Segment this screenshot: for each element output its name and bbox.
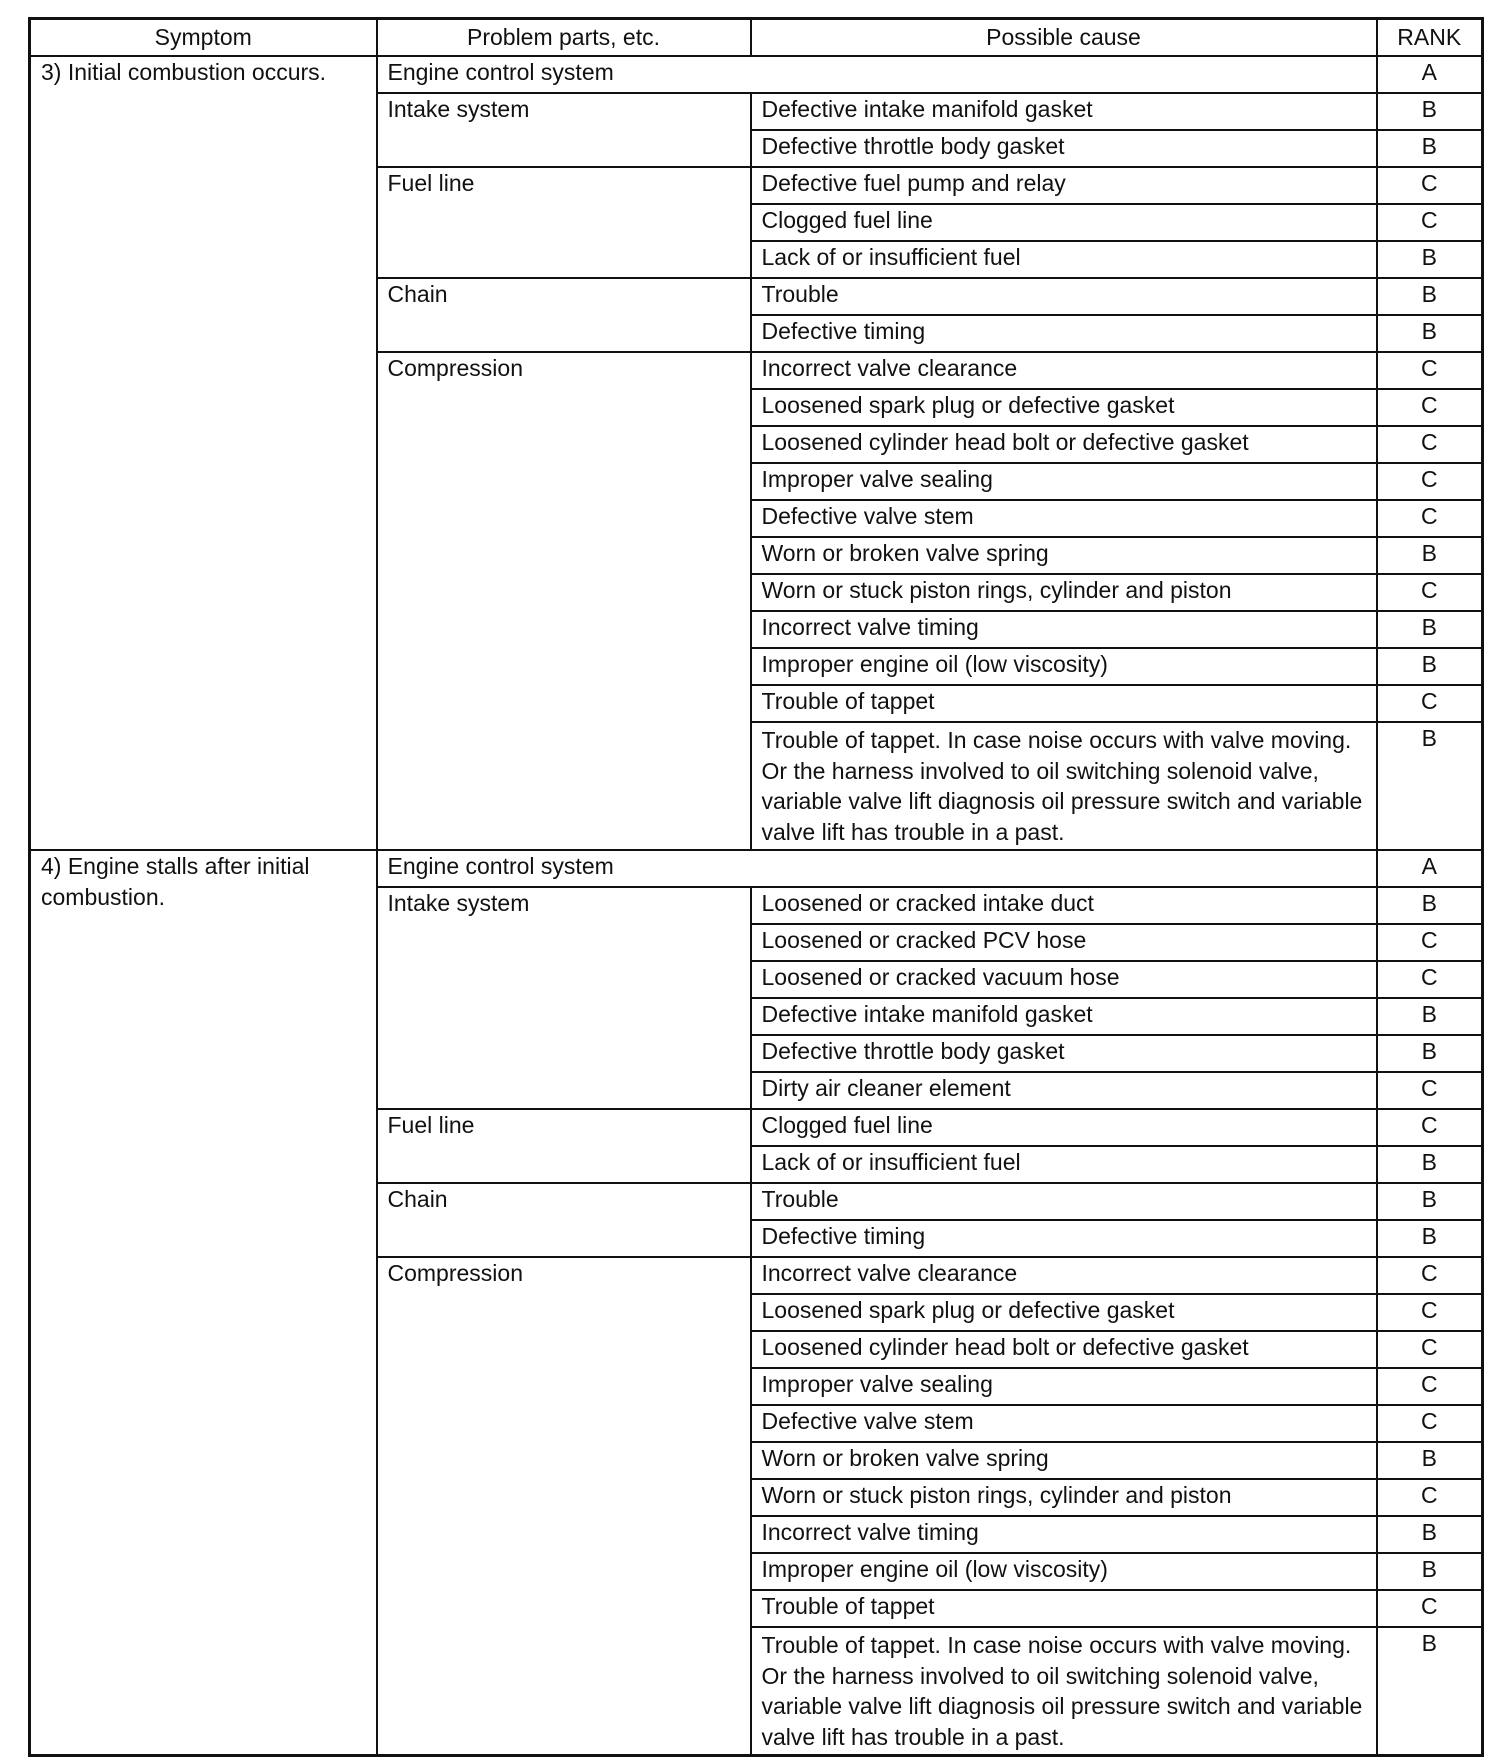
rank-cell: C [1377, 1257, 1483, 1294]
possible-cause-cell: Incorrect valve timing [751, 1516, 1377, 1553]
header-problem-parts: Problem parts, etc. [377, 19, 751, 57]
rank-cell: C [1377, 1331, 1483, 1368]
header-symptom: Symptom [30, 19, 377, 57]
possible-cause-cell: Clogged fuel line [751, 204, 1377, 241]
possible-cause-cell: Defective valve stem [751, 1405, 1377, 1442]
rank-cell: A [1377, 56, 1483, 93]
possible-cause-cell: Loosened spark plug or defective gasket [751, 389, 1377, 426]
possible-cause-cell: Defective valve stem [751, 500, 1377, 537]
possible-cause-cell: Incorrect valve clearance [751, 1257, 1377, 1294]
possible-cause-cell: Lack of or insufficient fuel [751, 241, 1377, 278]
possible-cause-cell: Defective timing [751, 315, 1377, 352]
rank-cell: B [1377, 537, 1483, 574]
possible-cause-cell: Worn or stuck piston rings, cylinder and piston [751, 1479, 1377, 1516]
rank-cell: C [1377, 924, 1483, 961]
problem-part-cell: Chain [377, 1183, 751, 1257]
possible-cause-cell: Defective timing [751, 1220, 1377, 1257]
table-row [30, 56, 1483, 93]
possible-cause-cell: Incorrect valve timing [751, 611, 1377, 648]
possible-cause-cell: Improper valve sealing [751, 1368, 1377, 1405]
symptom-cell: 3) Initial combustion occurs. [30, 56, 377, 850]
rank-cell: B [1377, 1516, 1483, 1553]
possible-cause-cell: Trouble of tappet [751, 685, 1377, 722]
problem-part-cell: Compression [377, 352, 751, 850]
rank-cell: B [1377, 722, 1483, 850]
rank-cell: C [1377, 500, 1483, 537]
rank-cell: B [1377, 278, 1483, 315]
possible-cause-cell: Loosened or cracked PCV hose [751, 924, 1377, 961]
rank-cell: C [1377, 1405, 1483, 1442]
possible-cause-cell: Trouble of tappet. In case noise occurs with valve moving. Or the harness involved to oil switching solenoid valve, variable valve lift diagnosis oil pressure switch and variable valve lift has trouble in a past. [751, 1627, 1377, 1756]
possible-cause-cell: Incorrect valve clearance [751, 352, 1377, 389]
rank-cell: C [1377, 389, 1483, 426]
possible-cause-cell: Improper valve sealing [751, 463, 1377, 500]
possible-cause-cell: Lack of or insufficient fuel [751, 1146, 1377, 1183]
rank-cell: B [1377, 1183, 1483, 1220]
rank-cell: B [1377, 130, 1483, 167]
table-row [30, 850, 1483, 887]
problem-part-cell: Intake system [377, 93, 751, 167]
rank-cell: C [1377, 1590, 1483, 1627]
rank-cell: C [1377, 1072, 1483, 1109]
header-row [30, 19, 1483, 57]
rank-cell: C [1377, 463, 1483, 500]
troubleshooting-table [28, 17, 1484, 1757]
rank-cell: B [1377, 93, 1483, 130]
rank-cell: C [1377, 574, 1483, 611]
rank-cell: C [1377, 352, 1483, 389]
rank-cell: B [1377, 1627, 1483, 1756]
rank-cell: B [1377, 1146, 1483, 1183]
possible-cause-cell: Trouble [751, 1183, 1377, 1220]
rank-cell: B [1377, 241, 1483, 278]
possible-cause-cell: Clogged fuel line [751, 1109, 1377, 1146]
rank-cell: B [1377, 1442, 1483, 1479]
possible-cause-cell: Defective throttle body gasket [751, 1035, 1377, 1072]
rank-cell: C [1377, 961, 1483, 998]
possible-cause-cell: Trouble [751, 278, 1377, 315]
header-rank: RANK [1377, 19, 1483, 57]
rank-cell: C [1377, 426, 1483, 463]
possible-cause-cell: Trouble of tappet. In case noise occurs with valve moving. Or the harness involved to oil switching solenoid valve, variable valve lift diagnosis oil pressure switch and variable valve lift has trouble in a past. [751, 722, 1377, 850]
rank-cell: B [1377, 648, 1483, 685]
possible-cause-cell: Worn or broken valve spring [751, 537, 1377, 574]
possible-cause-cell: Loosened cylinder head bolt or defective gasket [751, 1331, 1377, 1368]
rank-cell: C [1377, 685, 1483, 722]
rank-cell: B [1377, 1035, 1483, 1072]
possible-cause-cell: Defective intake manifold gasket [751, 93, 1377, 130]
possible-cause-cell: Loosened or cracked vacuum hose [751, 961, 1377, 998]
rank-cell: C [1377, 1109, 1483, 1146]
rank-cell: C [1377, 1294, 1483, 1331]
problem-part-cell: Chain [377, 278, 751, 352]
possible-cause-cell: Improper engine oil (low viscosity) [751, 1553, 1377, 1590]
rank-cell: B [1377, 1220, 1483, 1257]
possible-cause-cell: Defective throttle body gasket [751, 130, 1377, 167]
rank-cell: B [1377, 315, 1483, 352]
possible-cause-cell: Loosened cylinder head bolt or defective gasket [751, 426, 1377, 463]
rank-cell: C [1377, 1479, 1483, 1516]
possible-cause-cell: Worn or stuck piston rings, cylinder and piston [751, 574, 1377, 611]
table-body [30, 56, 1483, 1756]
header-possible-cause: Possible cause [751, 19, 1377, 57]
problem-part-cell: Engine control system [377, 56, 1377, 93]
possible-cause-cell: Worn or broken valve spring [751, 1442, 1377, 1479]
rank-cell: B [1377, 1553, 1483, 1590]
rank-cell: B [1377, 887, 1483, 924]
possible-cause-cell: Trouble of tappet [751, 1590, 1377, 1627]
possible-cause-cell: Defective intake manifold gasket [751, 998, 1377, 1035]
rank-cell: C [1377, 204, 1483, 241]
problem-part-cell: Engine control system [377, 850, 1377, 887]
rank-cell: C [1377, 167, 1483, 204]
possible-cause-cell: Defective fuel pump and relay [751, 167, 1377, 204]
possible-cause-cell: Loosened spark plug or defective gasket [751, 1294, 1377, 1331]
possible-cause-cell: Dirty air cleaner element [751, 1072, 1377, 1109]
rank-cell: A [1377, 850, 1483, 887]
symptom-cell: 4) Engine stalls after initial combustion. [30, 850, 377, 1756]
possible-cause-cell: Improper engine oil (low viscosity) [751, 648, 1377, 685]
possible-cause-cell: Loosened or cracked intake duct [751, 887, 1377, 924]
problem-part-cell: Compression [377, 1257, 751, 1756]
rank-cell: C [1377, 1368, 1483, 1405]
problem-part-cell: Intake system [377, 887, 751, 1109]
problem-part-cell: Fuel line [377, 1109, 751, 1183]
rank-cell: B [1377, 998, 1483, 1035]
problem-part-cell: Fuel line [377, 167, 751, 278]
rank-cell: B [1377, 611, 1483, 648]
